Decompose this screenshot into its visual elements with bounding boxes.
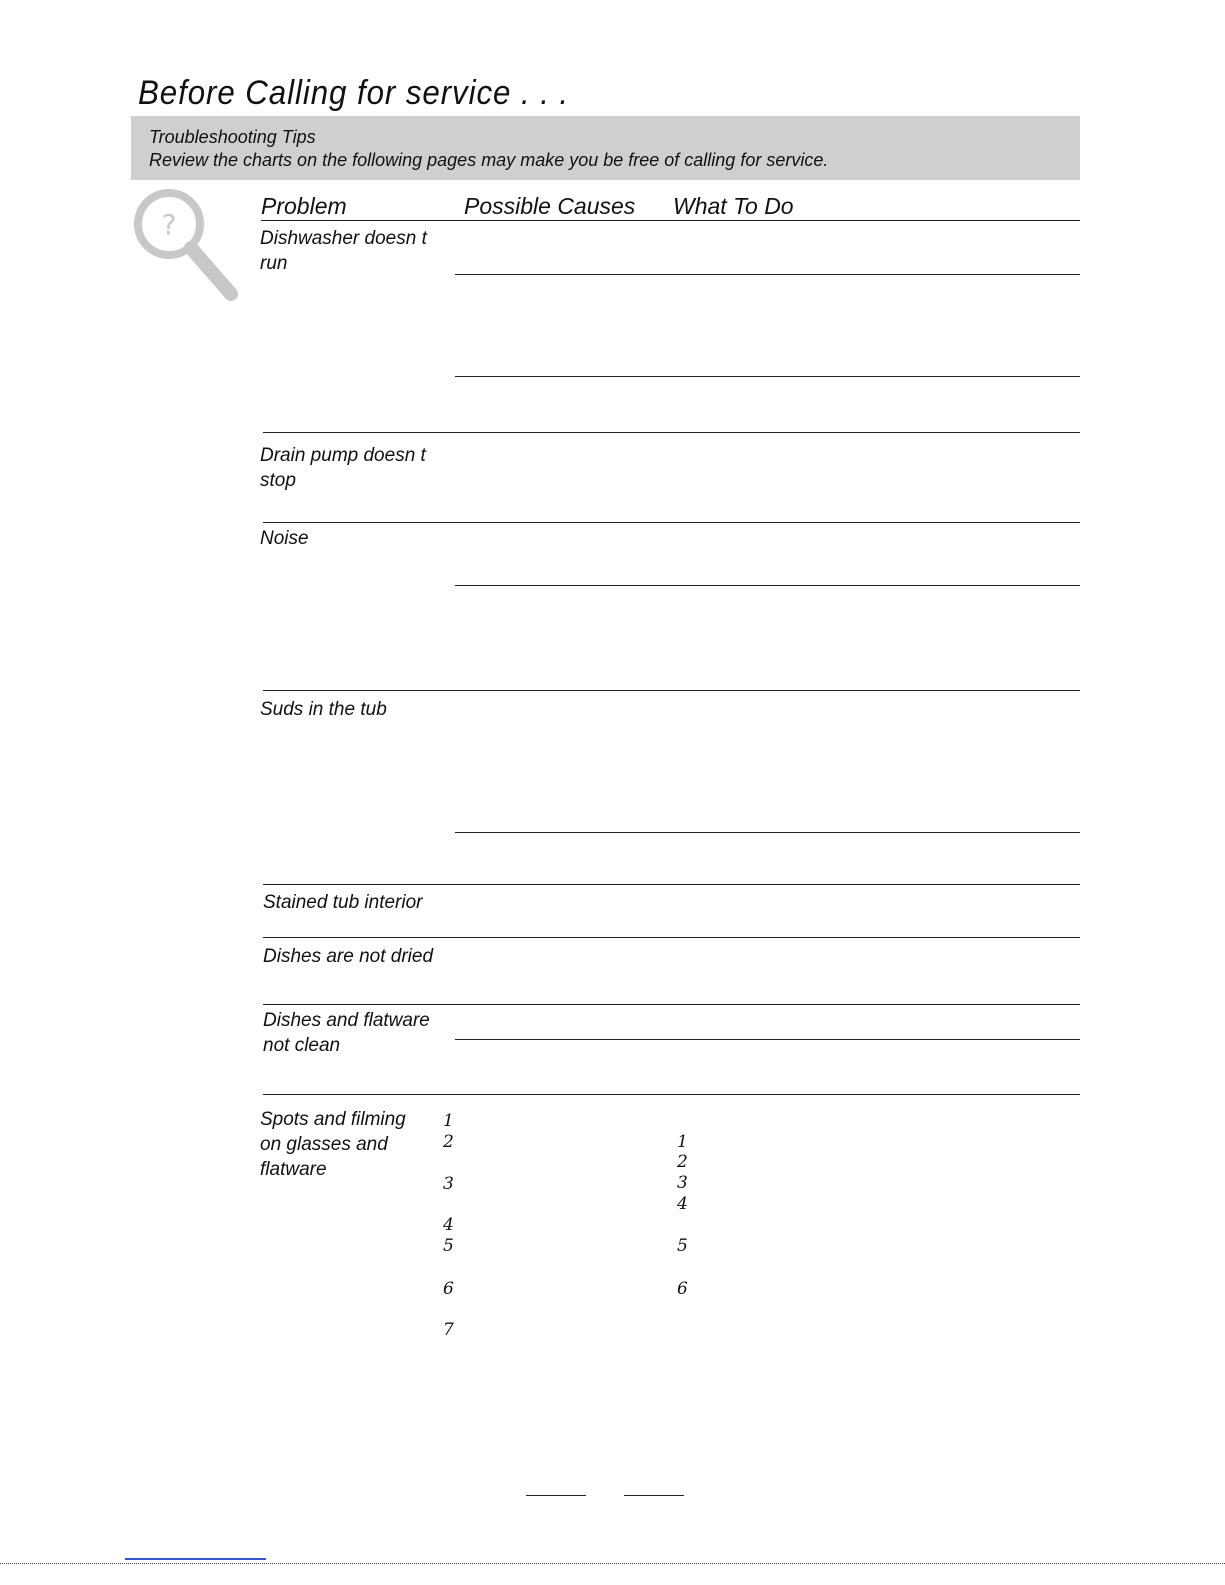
banner-heading: Troubleshooting Tips — [149, 127, 316, 147]
row-rule — [263, 1094, 1080, 1095]
todo-number: 3 — [677, 1173, 688, 1193]
problem-drain-pump — [260, 443, 426, 493]
cause-number: 1 — [443, 1111, 454, 1131]
problem-line: Drain pump doesn t — [260, 445, 426, 466]
problem-line: Spots and filming — [260, 1109, 406, 1130]
todo-number: 4 — [677, 1194, 688, 1214]
row-rule — [263, 432, 1080, 433]
todo-number: 2 — [677, 1152, 688, 1172]
column-todo: What To Do — [673, 193, 794, 219]
todo-number: 6 — [677, 1279, 688, 1299]
problem-line: Noise — [260, 528, 309, 549]
cause-number: 5 — [443, 1236, 454, 1256]
cause-number: 3 — [443, 1174, 454, 1194]
problem-line: on glasses and — [260, 1134, 388, 1155]
problem-dishwasher-doesnt-run — [260, 226, 427, 276]
problem-dishes-not-clean — [263, 1008, 430, 1058]
page-bottom-marker — [125, 1558, 266, 1560]
footer-rule — [624, 1495, 684, 1496]
todo-number: 1 — [677, 1132, 688, 1152]
problem-line: stop — [260, 470, 296, 491]
row-rule — [263, 522, 1080, 523]
row-rule — [455, 1039, 1080, 1040]
cause-number: 2 — [443, 1132, 454, 1152]
problem-dishes-not-dried — [263, 944, 433, 969]
column-causes: Possible Causes — [464, 193, 636, 219]
cause-number: 4 — [443, 1215, 454, 1235]
problem-line: Dishes and flatware — [263, 1010, 430, 1031]
problem-line: not clean — [263, 1035, 341, 1056]
magnifier-question-icon — [133, 188, 243, 313]
row-rule — [263, 884, 1080, 885]
column-problem: Problem — [261, 193, 347, 219]
banner-text: Review the charts on the following pages may make you be free of calling for service. — [149, 150, 829, 170]
cause-number: 7 — [443, 1320, 454, 1340]
problem-spots-filming — [260, 1107, 406, 1182]
row-rule — [455, 585, 1080, 586]
row-rule — [455, 832, 1080, 833]
footer-rule — [526, 1495, 586, 1496]
row-rule — [455, 376, 1080, 377]
row-rule — [263, 1004, 1080, 1005]
problem-line: Suds in the tub — [260, 699, 387, 720]
problem-line: Stained tub interior — [263, 892, 423, 913]
problem-line: flatware — [260, 1159, 327, 1180]
row-rule — [263, 690, 1080, 691]
problem-line: Dishwasher doesn t — [260, 228, 427, 249]
cause-number: 6 — [443, 1279, 454, 1299]
troubleshooting-banner — [131, 116, 1080, 180]
problem-line: run — [260, 253, 288, 274]
page-title: Before Calling for service . . . — [138, 74, 570, 112]
header-rule — [261, 220, 1080, 221]
problem-stained-tub — [263, 890, 423, 915]
page-bottom-border — [0, 1563, 1225, 1564]
svg-text:?: ? — [161, 208, 177, 241]
problem-line: Dishes are not dried — [263, 946, 434, 967]
problem-noise — [260, 526, 309, 551]
todo-number: 5 — [677, 1236, 688, 1256]
row-rule — [455, 274, 1080, 275]
problem-suds — [260, 697, 387, 722]
row-rule — [263, 937, 1080, 938]
